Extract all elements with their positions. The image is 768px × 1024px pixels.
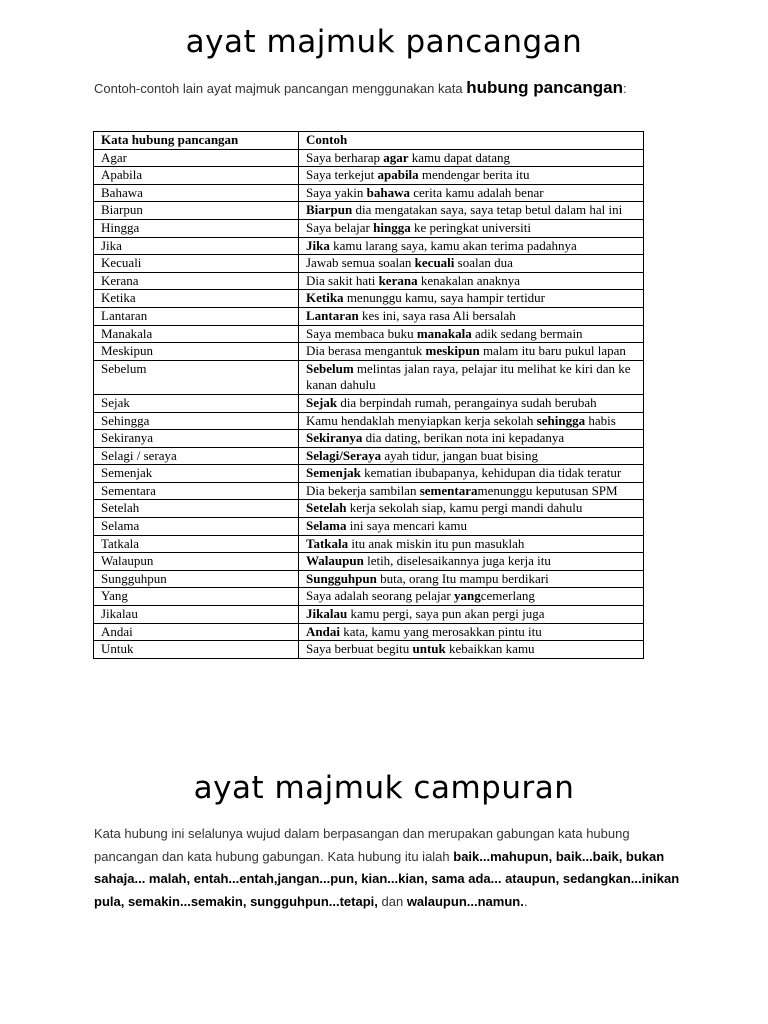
example-text: ini saya mencari kamu [346,518,468,534]
example-conjunction: Selagi/Seraya [306,447,382,463]
example-cell [299,149,644,167]
example-text: ayah tidur, jangan buat bising [381,447,538,463]
table-row [94,394,644,412]
conjunction-cell: Sekiranya [94,430,299,448]
example-conjunction: Jika [306,237,330,253]
example-text: kamu larang saya, kamu akan terima padahnya [329,237,577,253]
conjunction-cell: Hingga [94,219,299,237]
example-cell [299,237,644,255]
conjunction-cell: Sehingga [94,412,299,430]
example-text: Kamu hendaklah menyiapkan kerja sekolah [306,412,537,428]
conjunction-cell: Jika [94,237,299,255]
example-conjunction: Biarpun [306,202,353,218]
conjunction-cell: Manakala [94,325,299,343]
conjunction-cell: Jikalau [94,606,299,624]
example-conjunction: kecuali [414,255,455,271]
table-header-row [94,132,644,150]
example-text: Saya yakin [306,184,367,200]
table-row [94,325,644,343]
intro-text: Contoh-contoh lain ayat majmuk pancangan menggunakan kata [94,81,467,96]
example-text: menunggu kamu, saya hampir tertidur [343,290,546,306]
paragraph-bold-pairs: baik...mahupun, baik...baik, bukan sahaja... malah, entah...entah,jangan...pun, kian...kian, sama ada... ataupun, sedangkan...inikan pula, semakin...semakin, sungguhpun...tetapi, [94,848,680,909]
example-text: Saya berharap [306,149,384,165]
example-text: Dia berasa mengantuk [306,343,426,359]
table-row [94,360,644,394]
example-text: dia mengatakan saya, saya tetap betul dalam hal ini [352,202,623,218]
example-cell [299,465,644,483]
conjunction-cell: Sementara [94,482,299,500]
conjunction-cell: Tatkala [94,535,299,553]
example-conjunction: Selama [306,518,347,534]
example-text: kerja sekolah siap, kamu pergi mandi dahulu [346,500,583,516]
conjunction-cell: Semenjak [94,465,299,483]
table-row [94,588,644,606]
example-text: ke peringkat universiti [410,219,531,235]
example-cell [299,394,644,412]
table-row [94,237,644,255]
example-conjunction: hingga [373,219,411,235]
table-row [94,553,644,571]
conjunction-cell: Meskipun [94,343,299,361]
conjunction-cell: Bahawa [94,184,299,202]
example-text: mendengar berita itu [418,167,530,183]
table-row [94,149,644,167]
example-cell [299,606,644,624]
table-row [94,219,644,237]
example-text: menunggu keputusan SPM [477,482,618,498]
example-cell [299,343,644,361]
table-row [94,518,644,536]
example-cell [299,272,644,290]
example-conjunction: Tatkala [306,535,349,551]
example-conjunction: Lantaran [306,307,359,323]
table-row [94,290,644,308]
page-title: ayat majmuk pancangan [185,24,583,60]
conjunction-cell: Sebelum [94,360,299,394]
example-cell [299,518,644,536]
example-cell [299,553,644,571]
example-text: Jawab semua soalan [306,255,415,271]
example-conjunction: yang [453,588,481,604]
example-conjunction: kerana [378,272,418,288]
conjunction-cell: Sungguhpun [94,570,299,588]
example-conjunction: Sejak [306,394,338,410]
conjunction-cell: Biarpun [94,202,299,220]
intro-paragraph [94,77,674,100]
table-row [94,307,644,325]
example-conjunction: manakala [416,325,472,341]
table-row [94,430,644,448]
example-cell [299,219,644,237]
example-cell [299,184,644,202]
example-text: letih, diselesaikannya juga kerja itu [363,553,551,569]
example-conjunction: apabila [377,167,419,183]
table-row [94,535,644,553]
table-row [94,482,644,500]
conjunction-cell: Walaupun [94,553,299,571]
example-text: Saya belajar [306,219,374,235]
conjunction-cell: Setelah [94,500,299,518]
example-conjunction: untuk [412,641,446,657]
example-conjunction: Setelah [306,500,347,516]
example-text: kenakalan anaknya [417,272,521,288]
example-text: adik sedang bermain [471,325,583,341]
example-text: habis [585,412,616,428]
example-cell [299,623,644,641]
conjunction-cell: Kerana [94,272,299,290]
conjunction-cell: Lantaran [94,307,299,325]
example-cell [299,412,644,430]
conjunction-cell: Apabila [94,167,299,185]
example-text: itu anak miskin itu pun masuklah [348,535,525,551]
conjunction-cell: Agar [94,149,299,167]
example-text: Dia sakit hati [306,272,379,288]
example-conjunction: sehingga [536,412,586,428]
table-row [94,447,644,465]
example-text: kamu pergi, saya pun akan pergi juga [347,606,545,622]
example-conjunction: sementara [419,482,478,498]
conjunction-table [93,131,644,659]
example-cell [299,482,644,500]
example-text: dia dating, berikan nota ini kepadanya [362,430,565,446]
example-conjunction: bahawa [366,184,411,200]
example-text: soalan dua [454,255,513,271]
table-row [94,606,644,624]
table-row [94,272,644,290]
section-title: ayat majmuk campuran [193,770,575,806]
table-row [94,465,644,483]
table-row [94,343,644,361]
example-conjunction: Ketika [306,290,344,306]
example-text: malam itu baru pukul lapan [479,343,626,359]
table-row [94,500,644,518]
table-row [94,570,644,588]
conjunction-cell: Selagi / seraya [94,447,299,465]
example-text: kematian ibubapanya, kehidupan dia tidak teratur [360,465,622,481]
example-text: cemerlang [480,588,535,604]
example-cell [299,641,644,659]
example-cell [299,325,644,343]
table-body [94,149,644,658]
example-text: Saya membaca buku [306,325,417,341]
example-text: kebaikkan kamu [445,641,535,657]
example-cell [299,588,644,606]
conjunction-cell: Yang [94,588,299,606]
example-cell [299,290,644,308]
example-cell [299,430,644,448]
example-conjunction: Andai [306,623,340,639]
example-conjunction: Sekiranya [306,430,363,446]
example-text: melintas jalan raya, pelajar itu melihat ke kiri dan ke kanan dahulu [306,360,631,393]
example-cell [299,202,644,220]
column-header-example: Contoh [299,132,644,150]
example-text: Dia bekerja sambilan [306,482,420,498]
example-conjunction: agar [383,149,409,165]
example-text: kata, kamu yang merosakkan pintu itu [339,623,542,639]
table-row [94,255,644,273]
example-cell [299,500,644,518]
table-row [94,202,644,220]
conjunction-cell: Ketika [94,290,299,308]
table-row [94,412,644,430]
example-text: cerita kamu adalah benar [410,184,544,200]
intro-bold-term: hubung pancangan [466,78,623,97]
example-text: kamu dapat datang [408,149,510,165]
table-row [94,623,644,641]
paragraph-conjunction: dan [377,893,407,909]
example-cell [299,307,644,325]
example-text: dia berpindah rumah, perangainya sudah berubah [337,394,597,410]
table-row [94,184,644,202]
table-row [94,167,644,185]
example-conjunction: Sebelum [306,360,354,376]
example-cell [299,360,644,394]
example-conjunction: Walaupun [306,553,364,569]
conjunction-cell: Sejak [94,394,299,412]
example-text: Saya terkejut [306,167,378,183]
table-row [94,641,644,659]
paragraph-end: . [523,893,528,909]
conjunction-cell: Selama [94,518,299,536]
conjunction-cell: Kecuali [94,255,299,273]
example-text: Saya berbuat begitu [306,641,413,657]
example-text: kes ini, saya rasa Ali bersalah [358,307,516,323]
example-cell [299,447,644,465]
example-cell [299,570,644,588]
paragraph-text: Kata hubung ini selalunya wujud dalam berpasangan dan merupakan gabungan kata hubung pancangan dan kata hubung gabungan. Kata hubung itu ialah [94,826,630,864]
example-conjunction: meskipun [425,343,480,359]
paragraph-bold-final: walaupun...namun. [406,893,524,909]
example-conjunction: Jikalau [306,606,348,622]
example-conjunction: Semenjak [306,465,361,481]
example-text: buta, orang Itu mampu berdikari [376,570,549,586]
example-text: Saya adalah seorang pelajar [306,588,454,604]
conjunction-cell: Andai [94,623,299,641]
column-header-conjunction: Kata hubung pancangan [94,132,299,150]
example-cell [299,167,644,185]
example-cell [299,255,644,273]
campuran-paragraph [94,823,684,913]
example-cell [299,535,644,553]
conjunction-cell: Untuk [94,641,299,659]
intro-end: : [622,81,627,96]
example-conjunction: Sungguhpun [306,570,377,586]
